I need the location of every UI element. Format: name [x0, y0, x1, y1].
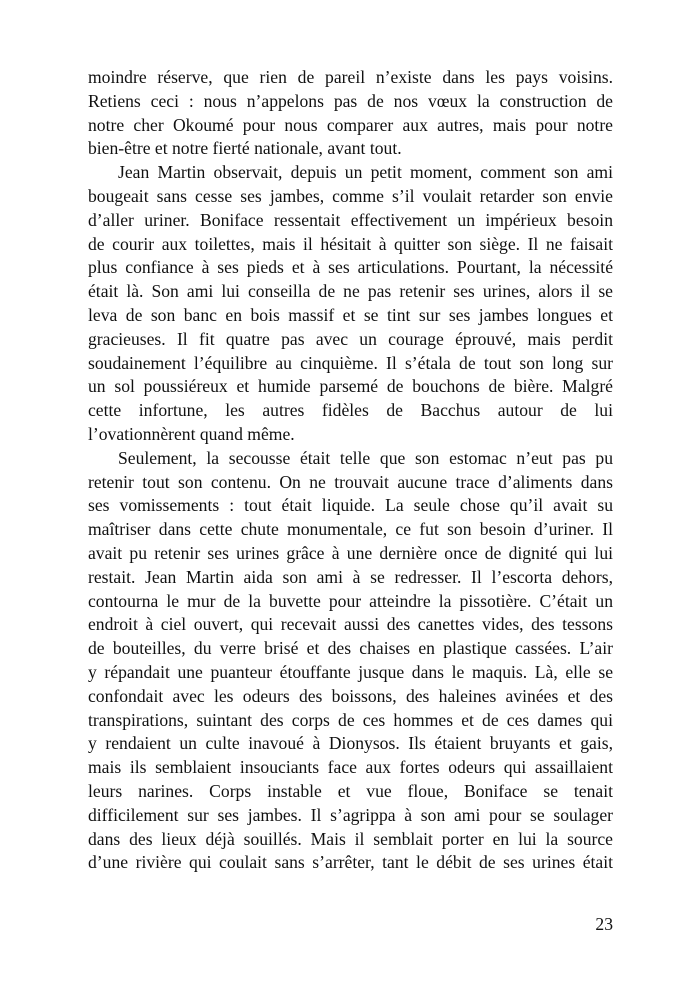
text-line: y rendaient un culte inavoué à Dionysos. Ils étaient bruyants et gais,: [88, 733, 613, 754]
body-text: [88, 66, 613, 875]
text-line: soudainement l’équilibre au cinquième. Il s’étala de tout son long sur: [88, 352, 613, 373]
text-line: confondait avec les odeurs des boissons, des haleines avinées et des: [88, 685, 613, 706]
text-line: mais ils semblaient insouciants face aux fortes odeurs qui assaillaient: [88, 757, 613, 778]
text-line: bougeait sans cesse ses jambes, comme s’il voulait retarder son envie: [88, 185, 613, 206]
text-line: de courir aux toilettes, mais il hésitait à quitter son siège. Il ne faisait: [88, 233, 613, 254]
page-number: 23: [595, 914, 613, 934]
text-line: d’une rivière qui coulait sans s’arrêter, tant le débit de ses urines était: [88, 852, 613, 873]
text-line: dans des lieux déjà souillés. Mais il semblait porter en lui la source: [88, 828, 613, 849]
text-line: difficilement sur ses jambes. Il s’agrippa à son ami pour se soulager: [88, 804, 613, 825]
text-line: de bouteilles, du verre brisé et des chaises en plastique cassées. L’air: [88, 638, 613, 659]
text-line: moindre réserve, que rien de pareil n’existe dans les pays voisins.: [88, 67, 613, 87]
text-line: d’aller uriner. Boniface ressentait effectivement un impérieux besoin: [88, 209, 613, 230]
text-line: leva de son banc en bois massif et se tint sur ses jambes longues et: [88, 304, 613, 325]
text-line: bien-être et notre fierté nationale, avant tout.: [88, 138, 402, 159]
text-line: contourna le mur de la buvette pour atteindre la pissotière. C’était un: [88, 590, 613, 611]
text-line: l’ovationnèrent quand même.: [88, 423, 295, 444]
text-line: avait pu retenir ses urines grâce à une dernière once de dignité qui lui: [88, 542, 613, 563]
text-line: endroit à ciel ouvert, qui recevait aussi des canettes vides, des tessons: [88, 614, 613, 635]
text-line: plus confiance à ses pieds et à ses articulations. Pourtant, la nécessité: [88, 257, 613, 278]
text-line: cette infortune, les autres fidèles de Bacchus autour de lui: [88, 400, 613, 421]
text-line: retenir tout son contenu. On ne trouvait aucune trace d’aliments dans: [88, 471, 613, 492]
text-line: un sol poussiéreux et humide parsemé de bouchons de bière. Malgré: [88, 376, 613, 397]
text-line: restait. Jean Martin aida son ami à se redresser. Il l’escorta dehors,: [88, 566, 613, 587]
text-line: ses vomissements : tout était liquide. La seule chose qu’il avait su: [88, 495, 613, 516]
text-line: notre cher Okoumé pour nous comparer aux autres, mais pour notre: [88, 114, 613, 135]
text-line: y répandait une puanteur étouffante jusque dans le maquis. Là, elle se: [88, 661, 613, 682]
text-line: Seulement, la secousse était telle que son estomac n’eut pas pu: [118, 447, 613, 468]
text-line: Jean Martin observait, depuis un petit moment, comment son ami: [118, 162, 613, 183]
text-line: était là. Son ami lui conseilla de ne pas retenir ses urines, alors il se: [88, 281, 613, 302]
text-line: gracieuses. Il fit quatre pas avec un courage éprouvé, mais perdit: [88, 328, 613, 349]
text-line: transpirations, suintant des corps de ces hommes et de ces dames qui: [88, 709, 613, 730]
text-line: Retiens ceci : nous n’appelons pas de nos vœux la construction de: [88, 90, 613, 111]
text-line: maîtriser dans cette chute monumentale, ce fut son besoin d’uriner. Il: [88, 519, 613, 540]
text-line: leurs narines. Corps instable et vue floue, Boniface se tenait: [88, 780, 613, 801]
